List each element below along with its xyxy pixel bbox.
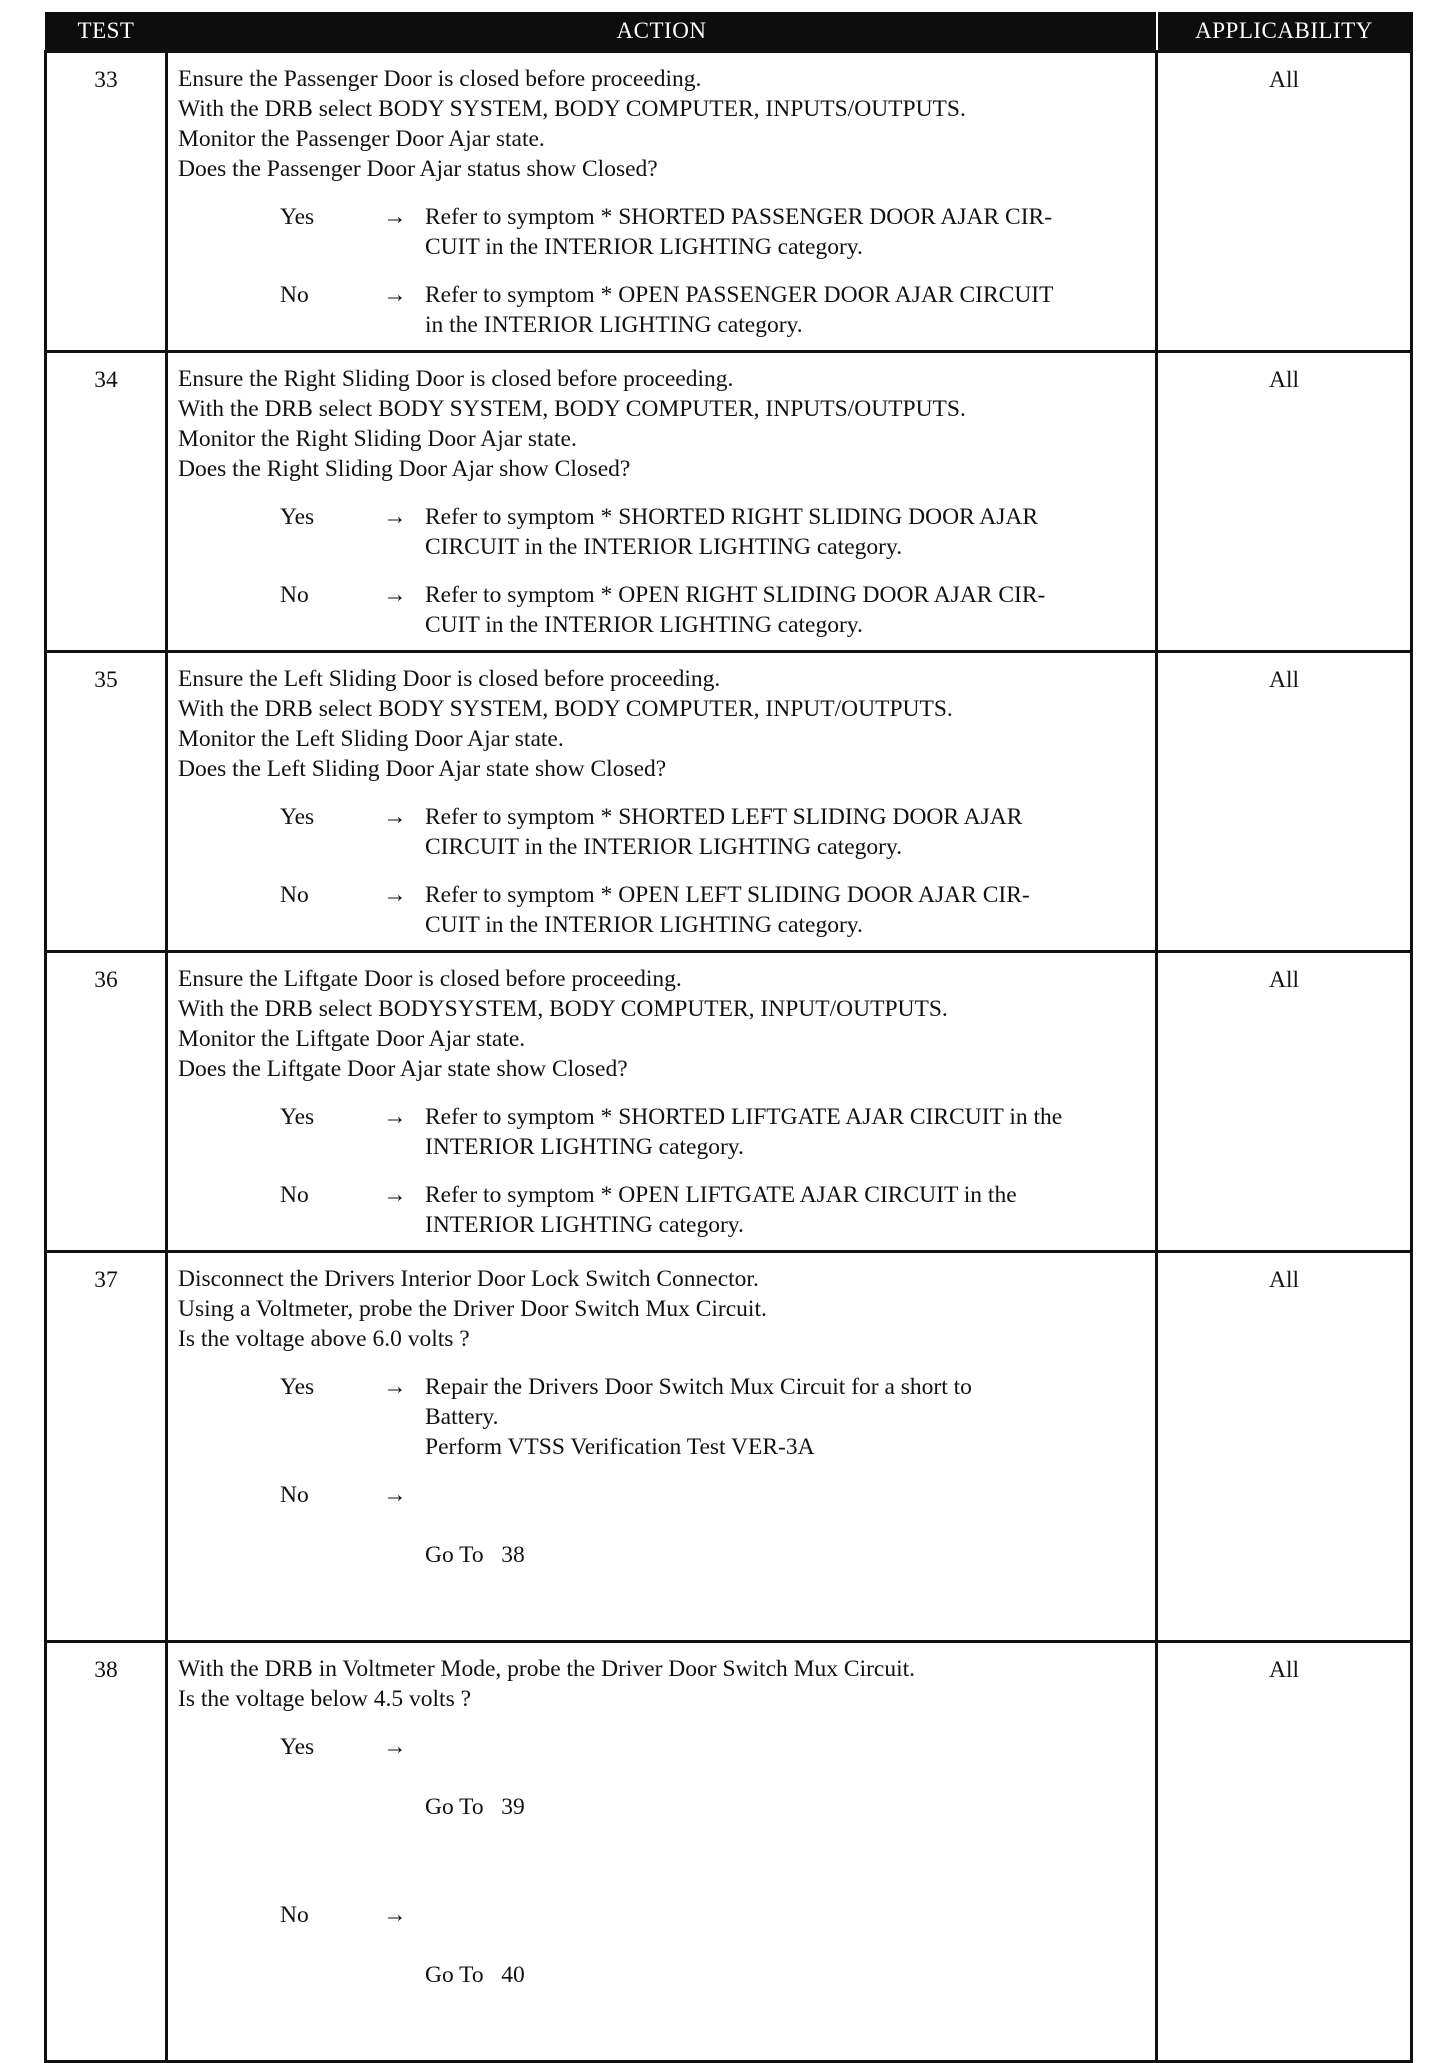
action-cell <box>167 52 1157 352</box>
action-line: Ensure the Liftgate Door is closed before proceeding. <box>178 966 682 992</box>
branch-result <box>425 502 1147 562</box>
table-header-row <box>46 12 1412 52</box>
result-line: Refer to symptom * SHORTED LEFT SLIDING DOOR AJAR <box>425 804 1023 830</box>
branch-yes <box>280 1372 1147 1462</box>
right-arrow-icon: → <box>383 204 407 230</box>
action-line: Ensure the Passenger Door is closed before proceeding. <box>178 66 702 92</box>
answer-label: No <box>280 1182 309 1208</box>
test-number: 36 <box>46 952 167 1252</box>
table-row <box>46 352 1412 652</box>
header-applicability: APPLICABILITY <box>1157 12 1412 52</box>
action-line: Is the voltage below 4.5 volts ? <box>178 1686 472 1712</box>
action-line: Using a Voltmeter, probe the Driver Door Switch Mux Circuit. <box>178 1296 767 1322</box>
result-line: CUIT in the INTERIOR LIGHTING category. <box>425 612 863 638</box>
applicability-value: All <box>1157 352 1412 652</box>
branch-list <box>170 802 1147 940</box>
right-arrow-icon: → <box>383 1482 407 1508</box>
result-line: CIRCUIT in the INTERIOR LIGHTING category. <box>425 834 903 860</box>
branch-list <box>170 202 1147 340</box>
result-line: Refer to symptom * SHORTED RIGHT SLIDING DOOR AJAR <box>425 504 1039 530</box>
branch-result <box>425 880 1147 940</box>
test-number: 33 <box>46 52 167 352</box>
result-line: Refer to symptom * SHORTED LIFTGATE AJAR CIRCUIT in the <box>425 1104 1063 1130</box>
right-arrow-icon: → <box>383 1734 407 1760</box>
action-line: Disconnect the Drivers Interior Door Lock Switch Connector. <box>178 1266 759 1292</box>
applicability-value: All <box>1157 1642 1412 2062</box>
answer-label: No <box>280 1902 309 1928</box>
branch-no <box>280 280 1147 340</box>
branch-yes <box>280 1732 1147 1882</box>
applicability-value: All <box>1157 52 1412 352</box>
applicability-value: All <box>1157 652 1412 952</box>
answer-label: No <box>280 1482 309 1508</box>
right-arrow-icon: → <box>383 582 407 608</box>
result-line: Perform VTSS Verification Test VER-3A <box>425 1434 815 1460</box>
action-line: Monitor the Right Sliding Door Ajar state. <box>178 426 577 452</box>
result-line: Repair the Drivers Door Switch Mux Circuit for a short to <box>425 1374 972 1400</box>
answer-label: No <box>280 282 309 308</box>
test-number: 37 <box>46 1252 167 1642</box>
result-line: Go To 38 <box>425 1542 525 1568</box>
right-arrow-icon: → <box>383 504 407 530</box>
table-row <box>46 1252 1412 1642</box>
branch-result <box>425 280 1147 340</box>
action-line: Monitor the Liftgate Door Ajar state. <box>178 1026 526 1052</box>
result-line: Go To 40 <box>425 1962 525 1988</box>
branch-result <box>425 1102 1147 1162</box>
branch-list <box>170 1372 1147 1630</box>
action-line: Does the Left Sliding Door Ajar state show Closed? <box>178 756 667 782</box>
branch-yes <box>280 802 1147 862</box>
branch-yes <box>280 502 1147 562</box>
result-line: CIRCUIT in the INTERIOR LIGHTING category. <box>425 534 903 560</box>
action-line: Does the Liftgate Door Ajar state show Closed? <box>178 1056 628 1082</box>
action-line: Monitor the Passenger Door Ajar state. <box>178 126 545 152</box>
branch-yes <box>280 202 1147 262</box>
action-line: With the DRB select BODY SYSTEM, BODY COMPUTER, INPUT/OUTPUTS. <box>178 696 953 722</box>
answer-label: Yes <box>280 804 315 830</box>
table-row <box>46 52 1412 352</box>
answer-label: Yes <box>280 504 315 530</box>
result-line: INTERIOR LIGHTING category. <box>425 1134 744 1160</box>
action-line: Ensure the Right Sliding Door is closed before proceeding. <box>178 366 734 392</box>
branch-list <box>170 1732 1147 2050</box>
diagnostic-table-page <box>44 12 1410 2063</box>
branch-result <box>425 1900 1147 2050</box>
action-line: Ensure the Left Sliding Door is closed before proceeding. <box>178 666 721 692</box>
action-cell <box>167 652 1157 952</box>
right-arrow-icon: → <box>383 882 407 908</box>
branch-result <box>425 1480 1147 1630</box>
action-line: With the DRB in Voltmeter Mode, probe the Driver Door Switch Mux Circuit. <box>178 1656 916 1682</box>
right-arrow-icon: → <box>383 804 407 830</box>
action-line: Does the Right Sliding Door Ajar show Closed? <box>178 456 631 482</box>
action-cell <box>167 1252 1157 1642</box>
action-line: With the DRB select BODY SYSTEM, BODY COMPUTER, INPUTS/OUTPUTS. <box>178 96 966 122</box>
branch-no <box>280 580 1147 640</box>
table-row <box>46 952 1412 1252</box>
result-line: Refer to symptom * SHORTED PASSENGER DOOR AJAR CIR- <box>425 204 1053 230</box>
branch-result <box>425 580 1147 640</box>
branch-no <box>280 1180 1147 1240</box>
right-arrow-icon: → <box>383 1182 407 1208</box>
branch-list <box>170 502 1147 640</box>
applicability-value: All <box>1157 952 1412 1252</box>
action-line: Does the Passenger Door Ajar status show Closed? <box>178 156 658 182</box>
table-row <box>46 652 1412 952</box>
action-cell <box>167 352 1157 652</box>
result-line: in the INTERIOR LIGHTING category. <box>425 312 803 338</box>
action-line: With the DRB select BODY SYSTEM, BODY COMPUTER, INPUTS/OUTPUTS. <box>178 396 966 422</box>
result-line: CUIT in the INTERIOR LIGHTING category. <box>425 912 863 938</box>
action-line: Is the voltage above 6.0 volts ? <box>178 1326 470 1352</box>
answer-label: No <box>280 882 309 908</box>
result-line: Refer to symptom * OPEN RIGHT SLIDING DOOR AJAR CIR- <box>425 582 1046 608</box>
test-number: 34 <box>46 352 167 652</box>
right-arrow-icon: → <box>383 282 407 308</box>
action-cell <box>167 952 1157 1252</box>
branch-result <box>425 202 1147 262</box>
branch-yes <box>280 1102 1147 1162</box>
right-arrow-icon: → <box>383 1902 407 1928</box>
table-row <box>46 1642 1412 2062</box>
action-cell <box>167 1642 1157 2062</box>
answer-label: Yes <box>280 1734 315 1760</box>
result-line: Go To 39 <box>425 1794 525 1820</box>
action-line: With the DRB select BODYSYSTEM, BODY COMPUTER, INPUT/OUTPUTS. <box>178 996 948 1022</box>
branch-result <box>425 1372 1147 1462</box>
result-line: Refer to symptom * OPEN LIFTGATE AJAR CIRCUIT in the <box>425 1182 1017 1208</box>
applicability-value: All <box>1157 1252 1412 1642</box>
result-line: Refer to symptom * OPEN LEFT SLIDING DOOR AJAR CIR- <box>425 882 1030 908</box>
action-line: Monitor the Left Sliding Door Ajar state. <box>178 726 564 752</box>
branch-result <box>425 1180 1147 1240</box>
result-line: Refer to symptom * OPEN PASSENGER DOOR AJAR CIRCUIT <box>425 282 1054 308</box>
result-line: Battery. <box>425 1404 499 1430</box>
answer-label: Yes <box>280 1104 315 1130</box>
diagnostic-test-table <box>44 12 1413 2063</box>
header-action: ACTION <box>167 12 1157 52</box>
branch-result <box>425 802 1147 862</box>
branch-no <box>280 1900 1147 2050</box>
right-arrow-icon: → <box>383 1104 407 1130</box>
branch-no <box>280 1480 1147 1630</box>
answer-label: Yes <box>280 1374 315 1400</box>
test-number: 38 <box>46 1642 167 2062</box>
result-line: INTERIOR LIGHTING category. <box>425 1212 744 1238</box>
header-test: TEST <box>46 12 167 52</box>
result-line: CUIT in the INTERIOR LIGHTING category. <box>425 234 863 260</box>
answer-label: No <box>280 582 309 608</box>
answer-label: Yes <box>280 204 315 230</box>
branch-result <box>425 1732 1147 1882</box>
branch-list <box>170 1102 1147 1240</box>
test-number: 35 <box>46 652 167 952</box>
branch-no <box>280 880 1147 940</box>
right-arrow-icon: → <box>383 1374 407 1400</box>
